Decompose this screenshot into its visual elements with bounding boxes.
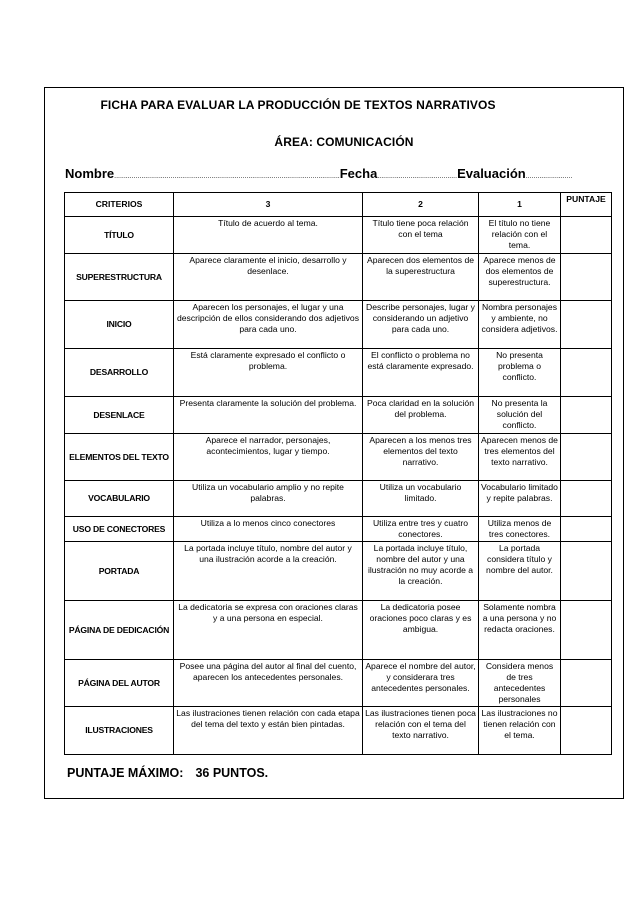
table-row [65, 481, 612, 517]
nombre-label: Nombre [65, 166, 115, 181]
criterio-cell: PORTADA [65, 542, 174, 601]
nombre-field[interactable]: .................................................................................................................... [114, 173, 340, 180]
table-row [65, 349, 612, 397]
score-3-cell: Presenta claramente la solución del problema. [174, 397, 363, 434]
score-1-cell: Solamente nombra a una persona y no redacta oraciones. [479, 601, 561, 660]
score-3-cell: Utiliza un vocabulario amplio y no repite palabras. [174, 481, 363, 517]
criterio-cell: USO DE CONECTORES [65, 517, 174, 542]
table-row [65, 601, 612, 660]
max-score-line [67, 766, 268, 780]
puntaje-cell[interactable] [561, 707, 612, 755]
evaluation-sheet [44, 87, 624, 799]
score-2-cell: Título tiene poca relación con el tema [363, 217, 479, 254]
fecha-label: Fecha [339, 166, 378, 181]
puntaje-cell[interactable] [561, 660, 612, 707]
puntaje-cell[interactable] [561, 397, 612, 434]
sheet-title: FICHA PARA EVALUAR LA PRODUCCIÓN DE TEXTOS NARRATIVOS [100, 98, 496, 112]
criterio-cell: PÁGINA DEL AUTOR [65, 660, 174, 707]
criterio-cell: VOCABULARIO [65, 481, 174, 517]
header-score-1: 1 [479, 193, 561, 217]
criterio-cell: DESENLACE [65, 397, 174, 434]
score-3-cell: Aparece el narrador, personajes, acontecimientos, lugar y tiempo. [174, 434, 363, 481]
score-3-cell: La dedicatoria se expresa con oraciones claras y a una persona en especial. [174, 601, 363, 660]
score-2-cell: Utiliza un vocabulario limitado. [363, 481, 479, 517]
criterio-cell: TÍTULO [65, 217, 174, 254]
puntaje-cell[interactable] [561, 601, 612, 660]
score-2-cell: La portada incluye título, nombre del autor y una ilustración no muy acorde a la creación. [363, 542, 479, 601]
student-info-line [65, 166, 605, 181]
trailing-dot: . [570, 173, 573, 180]
score-3-cell: Título de acuerdo al tema. [174, 217, 363, 254]
score-3-cell: Las ilustraciones tienen relación con cada etapa del tema del texto y están bien pintadas. [174, 707, 363, 755]
puntaje-cell[interactable] [561, 301, 612, 349]
table-row [65, 301, 612, 349]
table-header-row [65, 193, 612, 217]
header-score-2: 2 [363, 193, 479, 217]
table-row [65, 707, 612, 755]
score-1-cell: Utiliza menos de tres conectores. [479, 517, 561, 542]
evaluacion-label: Evaluación [457, 166, 526, 181]
score-1-cell: Las ilustraciones no tienen relación con el tema. [479, 707, 561, 755]
evaluacion-field[interactable]: ....................... [525, 173, 571, 180]
score-1-cell: No presenta problema o conflicto. [479, 349, 561, 397]
score-2-cell: Aparecen a los menos tres elementos del texto narrativo. [363, 434, 479, 481]
table-row [65, 517, 612, 542]
score-3-cell: Está claramente expresado el conflicto o problema. [174, 349, 363, 397]
area-subtitle: ÁREA: COMUNICACIÓN [274, 135, 414, 149]
score-2-cell: Describe personajes, lugar y considerando un adjetivo para cada uno. [363, 301, 479, 349]
score-1-cell: El título no tiene relación con el tema. [479, 217, 561, 254]
criterio-cell: PÁGINA DE DEDICACIÓN [65, 601, 174, 660]
score-2-cell: El conflicto o problema no está claramente expresado. [363, 349, 479, 397]
score-3-cell: Aparece claramente el inicio, desarrollo y desenlace. [174, 254, 363, 301]
puntaje-cell[interactable] [561, 542, 612, 601]
criterio-cell: ELEMENTOS DEL TEXTO [65, 434, 174, 481]
fecha-field[interactable]: ......................................... [377, 173, 458, 180]
puntaje-cell[interactable] [561, 517, 612, 542]
table-row [65, 397, 612, 434]
score-3-cell: Utiliza a lo menos cinco conectores [174, 517, 363, 542]
puntaje-cell[interactable] [561, 434, 612, 481]
header-score-3: 3 [174, 193, 363, 217]
table-row [65, 254, 612, 301]
score-2-cell: Utiliza entre tres y cuatro conectores. [363, 517, 479, 542]
puntaje-cell[interactable] [561, 217, 612, 254]
criterio-cell: SUPERESTRUCTURA [65, 254, 174, 301]
table-row [65, 217, 612, 254]
score-2-cell: Aparecen dos elementos de la superestructura [363, 254, 479, 301]
criterio-cell: DESARROLLO [65, 349, 174, 397]
score-1-cell: La portada considera título y nombre del autor. [479, 542, 561, 601]
puntaje-cell[interactable] [561, 254, 612, 301]
max-score-label: PUNTAJE MÁXIMO: [67, 766, 184, 780]
score-1-cell: Aparecen menos de tres elementos del texto narrativo. [479, 434, 561, 481]
score-2-cell: Las ilustraciones tienen poca relación con el tema del texto narrativo. [363, 707, 479, 755]
puntaje-cell[interactable] [561, 481, 612, 517]
score-1-cell: No presenta la solución del conflicto. [479, 397, 561, 434]
max-score-value: 36 PUNTOS. [195, 766, 269, 780]
table-row [65, 434, 612, 481]
header-criterios: CRITERIOS [65, 193, 174, 217]
table-row [65, 660, 612, 707]
score-1-cell: Nombra personajes y ambiente, no considera adjetivos. [479, 301, 561, 349]
criterio-cell: INICIO [65, 301, 174, 349]
score-3-cell: La portada incluye título, nombre del autor y una ilustración acorde a la creación. [174, 542, 363, 601]
puntaje-cell[interactable] [561, 349, 612, 397]
score-3-cell: Aparecen los personajes, el lugar y una descripción de ellos considerando dos adjetivos para cada uno. [174, 301, 363, 349]
score-1-cell: Aparece menos de dos elementos de superestructura. [479, 254, 561, 301]
header-puntaje: PUNTAJE [561, 193, 612, 217]
score-2-cell: La dedicatoria posee oraciones poco claras y es ambigua. [363, 601, 479, 660]
criterio-cell: ILUSTRACIONES [65, 707, 174, 755]
score-1-cell: Vocabulario limitado y repite palabras. [479, 481, 561, 517]
table-row [65, 542, 612, 601]
score-3-cell: Posee una página del autor al final del cuento, aparecen los antecedentes personales. [174, 660, 363, 707]
rubric-table [64, 192, 612, 755]
score-2-cell: Aparece el nombre del autor, y considerara tres antecedentes personales. [363, 660, 479, 707]
score-1-cell: Considera menos de tres antecedentes personales [479, 660, 561, 707]
score-2-cell: Poca claridad en la solución del problema. [363, 397, 479, 434]
